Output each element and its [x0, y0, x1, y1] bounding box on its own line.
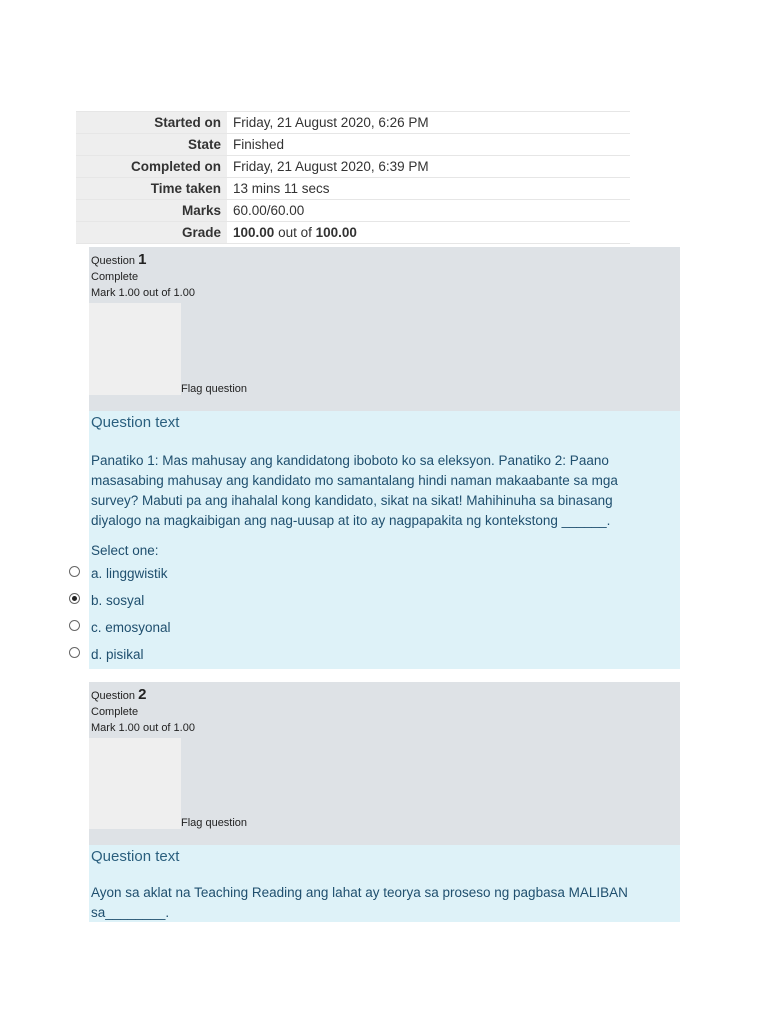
grade-value: 100.00 [233, 225, 275, 240]
summary-row-completed [76, 156, 630, 178]
attempt-summary-table [76, 111, 630, 244]
summary-value [227, 222, 630, 244]
question-grade: Mark 1.00 out of 1.00 [91, 287, 195, 299]
question-text-heading: Question text [91, 848, 180, 865]
question-1-info [89, 247, 680, 411]
flag-question-link[interactable]: Flag question [181, 817, 248, 829]
grade-out-of: out of [278, 225, 312, 240]
radio-checked-icon [69, 593, 80, 604]
summary-label: Grade [76, 222, 227, 244]
summary-value: 13 mins 11 secs [227, 178, 630, 200]
radio-circle-icon [69, 620, 80, 631]
question-prefix: Question [91, 690, 136, 702]
answer-label[interactable]: a. linggwistik [91, 566, 168, 581]
summary-value: Friday, 21 August 2020, 6:39 PM [227, 156, 630, 178]
select-one-prompt: Select one: [91, 543, 159, 558]
radio-button[interactable] [64, 589, 89, 614]
question-prefix: Question [91, 255, 136, 267]
answer-option-c[interactable] [0, 616, 680, 642]
flag-icon-area [89, 738, 181, 829]
answer-label[interactable]: b. sosyal [91, 593, 145, 608]
summary-label: Completed on [76, 156, 227, 178]
summary-label: State [76, 134, 227, 156]
answer-option-b[interactable] [0, 589, 680, 615]
question-text-heading: Question text [91, 414, 180, 431]
question-number [91, 251, 146, 268]
radio-button[interactable] [64, 643, 89, 668]
summary-label: Marks [76, 200, 227, 222]
radio-button[interactable] [64, 562, 89, 587]
question-number-value: 1 [138, 251, 147, 268]
radio-circle-icon [69, 647, 80, 658]
radio-button[interactable] [64, 616, 89, 641]
answer-option-a[interactable] [0, 562, 680, 588]
summary-value: Finished [227, 134, 630, 156]
summary-value: Friday, 21 August 2020, 6:26 PM [227, 112, 630, 134]
grade-max: 100.00 [315, 225, 357, 240]
flag-icon-area [89, 303, 181, 395]
summary-row-grade [76, 222, 630, 244]
question-number [91, 686, 146, 703]
question-2-info [89, 682, 680, 845]
question-grade: Mark 1.00 out of 1.00 [91, 722, 195, 734]
answer-label[interactable]: d. pisikal [91, 647, 144, 662]
question-text: Ayon sa aklat na Teaching Reading ang lahat ay teorya sa proseso ng pagbasa MALIBAN sa________. [91, 885, 628, 920]
question-text: Panatiko 1: Mas mahusay ang kandidatong iboboto ko sa eleksyon. Panatiko 2: Paano masasabing mahusay ang kandidato mo samantalang hindi naman makaabante sa mga survey? Mabuti pa ang ihahalal kong kandidato, sikat na sikat! Mahihinuha sa binasang diyalogo na magkaibigan ang nag-uusap at ito ay nagpapakita ng kontekstong ______. [91, 453, 618, 528]
summary-row-time-taken [76, 178, 630, 200]
question-state: Complete [91, 706, 139, 718]
summary-row-marks [76, 200, 630, 222]
radio-circle-icon [69, 566, 80, 577]
flag-question-link[interactable]: Flag question [181, 383, 248, 395]
summary-row-state [76, 134, 630, 156]
summary-value: 60.00/60.00 [227, 200, 630, 222]
summary-label: Started on [76, 112, 227, 134]
answer-label[interactable]: c. emosyonal [91, 620, 171, 635]
question-number-value: 2 [138, 686, 147, 703]
summary-row-started [76, 112, 630, 134]
summary-label: Time taken [76, 178, 227, 200]
answer-option-d[interactable] [0, 643, 680, 669]
question-2-formulation [89, 845, 680, 922]
question-state: Complete [91, 271, 139, 283]
